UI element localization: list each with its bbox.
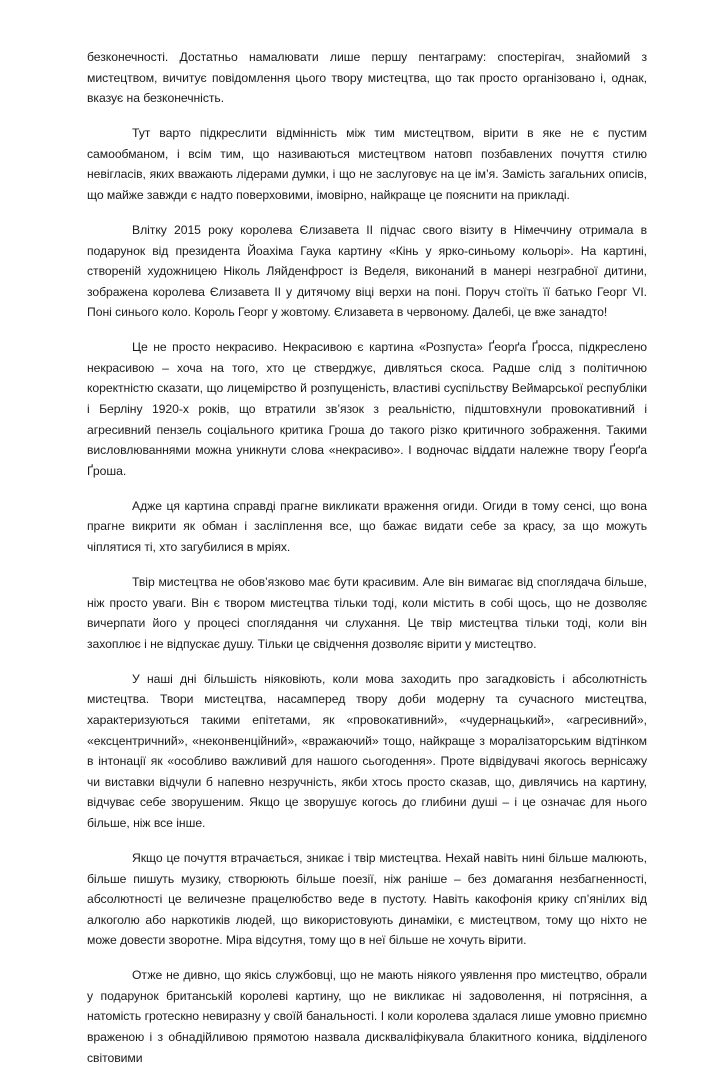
document-page bbox=[87, 47, 647, 1083]
paragraph-3: Влітку 2015 року королева Єлизавета II підчас свого візиту в Німеччину отримала в подарунок від президента Йоахіма Гаука картину «Кінь у ярко-синьому кольорі». На картині, створеній художницею Ніколь Ляйденфрост із Веделя, виконаний в манері незграбної дитини, зображена королева Єлизавета II у дитячому віці верхи на поні. Поруч стоїть її батько Георг VI. Поні синього коло. Король Георг у жовтому. Єлизавета в червоному. Далебі, це вже занадто! bbox=[87, 222, 647, 320]
paragraph-9: Отже не дивно, що якісь службовці, що не мають ніякого уявлення про мистецтво, обрали у подарунок британській королеві картину, що не викликає ні задоволення, ні потрясіння, а натомість гротескно невиразну у своїй банальності. І коли королева здалася лише умовно приємно враженою і з обнадійливою прямотою назвала дискваліфікувала блакитного коника, відділеного світовими bbox=[87, 968, 647, 1065]
paragraph-4: Це не просто некрасиво. Некрасивою є картина «Розпуста» Ґеорґа Ґросса, підкреслено некрасивою – хоча на того, хто це стверджує, дивляться скоса. Радше слід з політичною коректністю сказати, що лицемірство й розпущеність, властиві суспільству Веймарської республіки і Берліну 1920-х років, що втратили зв’язок з реальністю, підштовхнули провокативний і агресивний пензель соціального критика Гроша до такого різко критичного зображення. Такими висловлюваннями можна уникнути слова «некрасиво». І водночас віддати належне твору Ґеорґа Ґроша. bbox=[87, 340, 647, 478]
paragraph-2: Тут варто підкреслити відмінність між тим мистецтвом, вірити в яке не є пустим самообманом, і всім тим, що називаються мистецтвом натовп позбавлених почуття стилю невігласів, яких вважають лідерами думки, і що не заслуговує на це ім’я. Замість загальних описів, що майже завжди є надто поверховими, імовірно, найкраще це пояснити на прикладі. bbox=[87, 126, 647, 202]
paragraph-7: У наші дні більшість ніяковіють, коли мова заходить про загадковість і абсолютність мистецтва. Твори мистецтва, насамперед твору доби модерну та сучасного мистецтва, характеризуються такими епітетами, як «провокативний», «чудернацький», «агресивний», «ексцентричний», «неконвенційний», «вражаючий» тощо, найкраще з моралізаторським відтінком в інтонації як «особливо важливий для нашого сьогодення». Проте відвідувачі якогось вернісажу чи виставки відчули б напевно незручність, якби хтось просто сказав, що, дивлячись на картину, відчуває себе зворушеним. Якщо це зворушує когось до глибини душі – і це означає для нього більше, ніж все інше. bbox=[87, 671, 647, 830]
paragraph-6: Твір мистецтва не обов’язково має бути красивим. Але він вимагає від споглядача більше, ніж просто уваги. Він є твором мистецтва тільки тоді, коли містить в собі щось, що не дозволяє вичерпати його у процесі споглядання чи слухання. Це твір мистецтва тільки тоді, коли він захоплює і не відпускає душу. Тільки це свідчення дозволяє вірити у мистецтво. bbox=[87, 575, 647, 651]
paragraph-5: Адже ця картина справді прагне викликати враження огиди. Огиди в тому сенсі, що вона прагне викрити як обман і засліплення все, що бажає видати себе за красу, за що можуть чіплятися ті, хто загубилися в мріях. bbox=[87, 498, 647, 555]
paragraph-1: безконечності. Достатньо намалювати лише першу пентаграму: спостерігач, знайомий з мистецтвом, вичитує повідомлення цього твору мистецтва, що так просто організовано і, однак, вказує на безконечність. bbox=[87, 50, 647, 106]
paragraph-8: Якщо це почуття втрачається, зникає і твір мистецтва. Нехай навіть нині більше малюють, більше пишуть музику, створюють більше поезії, ніж раніше – без домагання незбагненності, абсолютності це величезне працелюбство веде в пустоту. Навіть какофонія крику сп’янілих від алкоголю або наркотиків людей, що використовують динаміки, є мистецтвом, тому що ніхто не може довести зворотне. Міра відсутня, тому що в неї більше не хочуть вірити. bbox=[87, 850, 647, 948]
